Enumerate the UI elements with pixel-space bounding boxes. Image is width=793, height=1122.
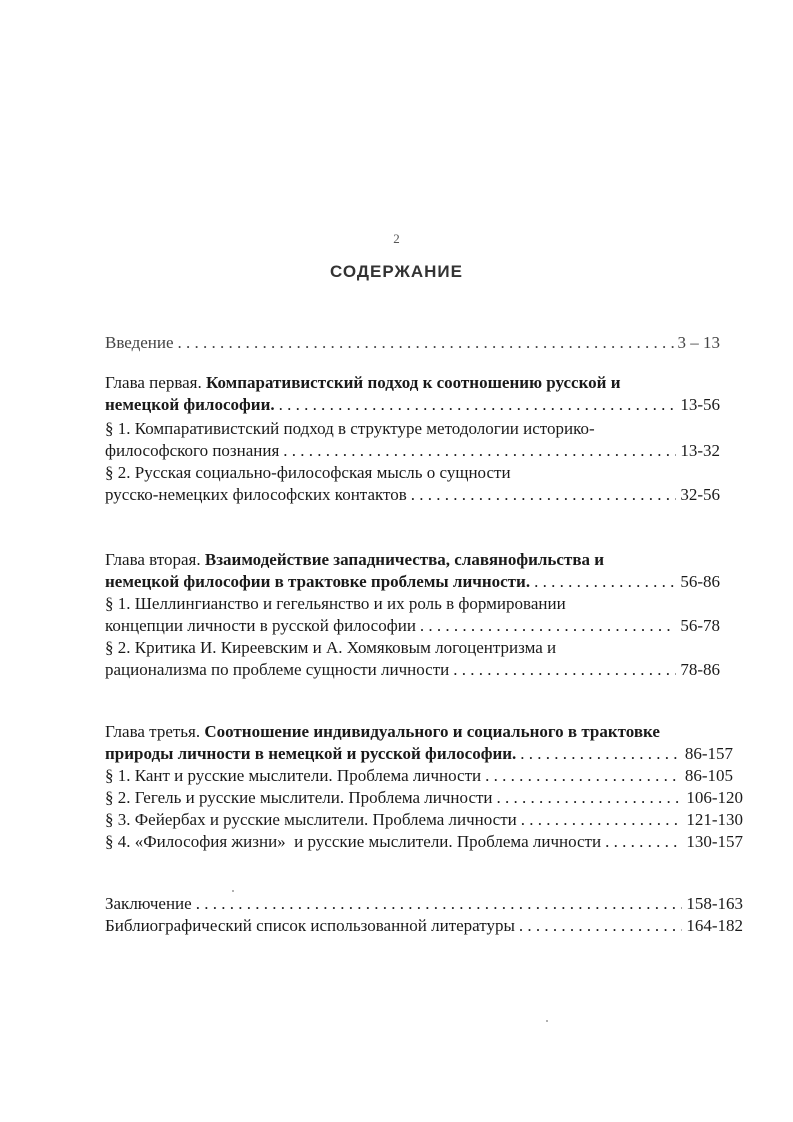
section-text-cont: русско-немецких философских контактов (105, 485, 407, 504)
section-text: § 2. Гегель и русские мыслители. Проблема личности (105, 788, 493, 807)
dot-leader (485, 765, 681, 787)
dot-leader (196, 893, 683, 915)
dot-leader (453, 659, 676, 681)
entry-pages: 56-78 (680, 616, 720, 635)
section-text-cont: философского познания (105, 441, 280, 460)
section-text: § 2. Критика И. Киреевским и А. Хомяковым логоцентризма и (105, 638, 557, 657)
dot-leader (521, 809, 683, 831)
chapter-label: Глава первая. (105, 373, 202, 392)
entry-pages: 130-157 (686, 832, 743, 851)
scan-speck (232, 890, 234, 892)
entry-pages: 78-86 (680, 660, 720, 679)
toc-entry-bibliography (105, 915, 743, 937)
section-text: § 4. «Философия жизни» и русские мыслители. Проблема личности (105, 832, 602, 851)
toc-chapter-1 (105, 372, 720, 506)
entry-pages: 158-163 (686, 894, 743, 913)
entry-text: Введение (105, 333, 174, 352)
chapter-title: Соотношение индивидуального и социального в трактовке (204, 722, 660, 741)
toc-chapter-2 (105, 549, 720, 681)
page-number: 2 (393, 231, 400, 246)
scan-speck (546, 1020, 548, 1022)
dot-leader (411, 484, 677, 506)
entry-pages: 32-56 (680, 485, 720, 504)
entry-pages: 3 – 13 (677, 333, 720, 352)
dot-leader (534, 571, 676, 593)
dot-leader (520, 743, 681, 765)
page-title: СОДЕРЖАНИЕ (330, 262, 463, 281)
toc-chapter-3 (105, 721, 743, 853)
dot-leader (605, 831, 682, 853)
section-text: § 1. Шеллингианство и гегельянство и их роль в формировании (105, 594, 566, 613)
chapter-title: Взаимодействие западничества, славянофильства и (204, 550, 605, 569)
dot-leader (420, 615, 676, 637)
entry-text: Заключение (105, 894, 192, 913)
entry-pages: 164-182 (686, 916, 743, 935)
entry-pages: 13-32 (680, 441, 720, 460)
entry-pages: 13-56 (680, 395, 720, 414)
entry-pages: 56-86 (680, 572, 720, 591)
section-text: § 1. Компаративистский подход в структуре методологии историко- (105, 419, 595, 438)
dot-leader (497, 787, 683, 809)
chapter-title-cont: природы личности в немецкой и русской философии. (105, 744, 517, 763)
dot-leader (279, 394, 677, 416)
entry-pages: 106-120 (686, 788, 743, 807)
section-text-cont: рационализма по проблеме сущности личности (105, 660, 450, 679)
entry-text: Библиографический список использованной литературы (105, 916, 515, 935)
section-text: § 3. Фейербах и русские мыслители. Проблема личности (105, 810, 517, 829)
toc-closing (105, 893, 743, 937)
dot-leader (178, 332, 674, 354)
entry-pages: 86-105 (684, 766, 733, 785)
entry-pages: 86-157 (684, 744, 733, 763)
section-text: § 2. Русская социально-философская мысль о сущности (105, 463, 511, 482)
chapter-label: Глава третья. (105, 722, 201, 741)
chapter-title: Компаративистский подход к соотношению русской и (206, 373, 621, 392)
chapter-title-cont: немецкой философии в трактовке проблемы личности. (105, 572, 531, 591)
toc-entry-introduction (105, 332, 720, 354)
chapter-label: Глава вторая. (105, 550, 201, 569)
toc-entry-conclusion (105, 893, 743, 915)
dot-leader (519, 915, 682, 937)
section-text: § 1. Кант и русские мыслители. Проблема личности (105, 766, 482, 785)
chapter-title-cont: немецкой философии. (105, 395, 275, 414)
section-text-cont: концепции личности в русской философии (105, 616, 416, 635)
entry-pages: 121-130 (686, 810, 743, 829)
dot-leader (283, 440, 676, 462)
